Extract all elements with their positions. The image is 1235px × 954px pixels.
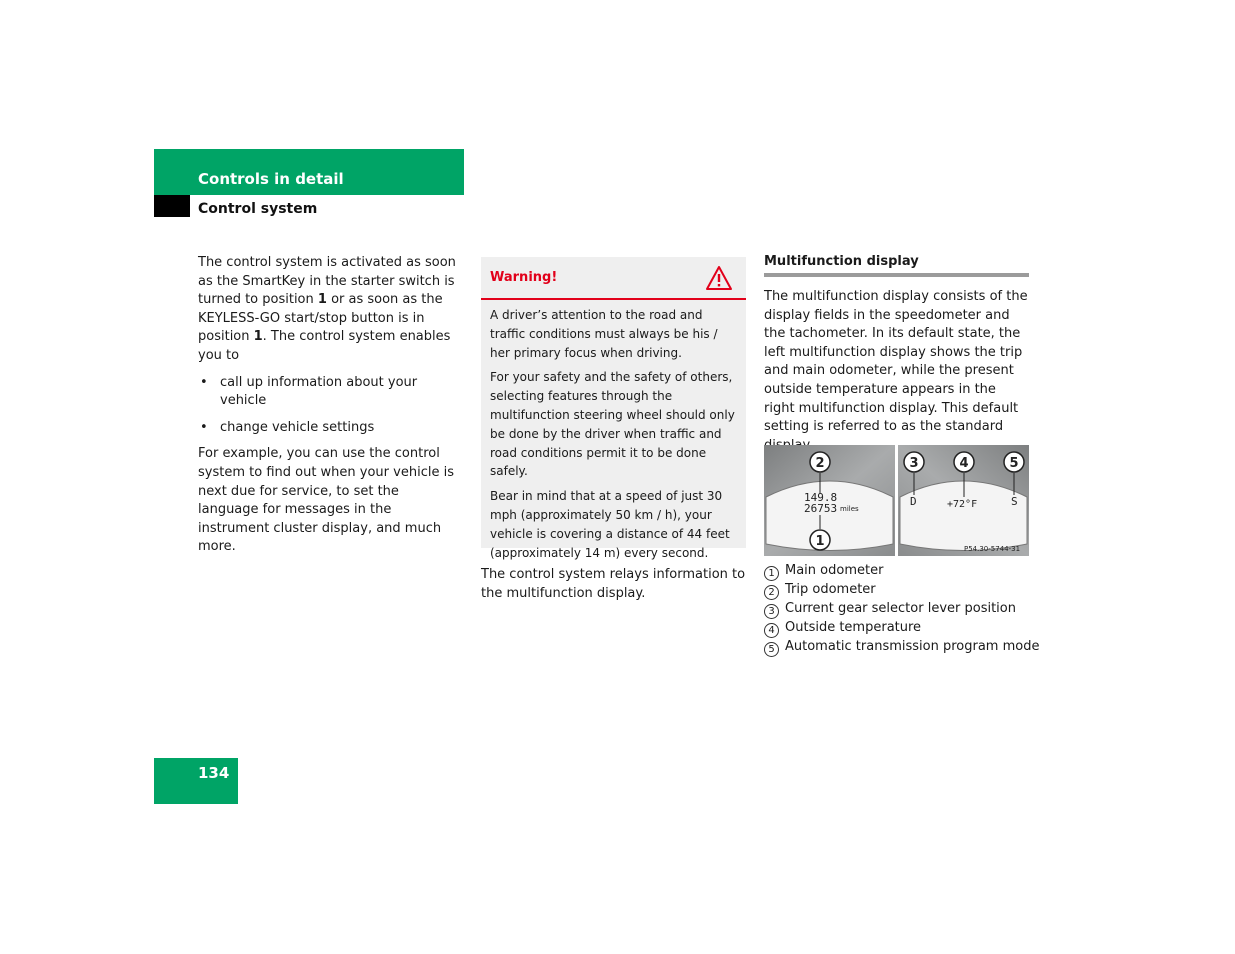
multifunction-paragraph: The multifunction display consists of the display fields in the speedometer and the tachometer. In its default state, the left multifunction display shows the trip and main odometer, while the present outside temperature appears in the right multifunction display. This default setting is referred to as the standard (764, 289, 1028, 435)
legend-label: Outside temperature (785, 620, 922, 635)
list-item: • change vehicle settings (198, 419, 463, 438)
callout-2 (810, 452, 830, 472)
callout-4 (954, 452, 974, 472)
gear-indicator: D (910, 495, 917, 508)
feature-list (198, 374, 463, 438)
callout-3 (904, 452, 924, 472)
figure-code: P54.30-5744-31 (964, 545, 1021, 553)
heading-rule (764, 273, 1029, 277)
warning-triangle-icon (705, 265, 733, 291)
column-middle-text (481, 566, 746, 603)
relay-paragraph: The control system relays information to the multifunction display. (481, 567, 746, 601)
legend-number: 3 (764, 604, 779, 619)
legend-number: 5 (764, 642, 779, 657)
warning-paragraph: Bear in mind that at a speed of just 30 mph (approximately 50 km / h), your vehicle is covering a distance of 44 feet (approximately 14 m) every second. (490, 489, 730, 560)
trip-odometer-value: 149.8 (804, 491, 838, 504)
section-marker (154, 195, 190, 217)
example-paragraph: For example, you can use the control system to find out when your vehicle is next due for service, to set the language for messages in the instrument cluster display, and much more. (198, 446, 454, 555)
callout-5 (1004, 452, 1024, 472)
temperature-value: +72°F (947, 499, 978, 510)
legend-label: Main odometer (785, 563, 884, 578)
legend-item (764, 638, 1044, 657)
legend-number: 4 (764, 623, 779, 638)
legend-item (764, 562, 1044, 581)
section-title: Control system (198, 201, 318, 217)
legend-number: 1 (764, 566, 779, 581)
legend-label: Current gear selector lever position (785, 601, 1016, 616)
warning-paragraph: A driver’s attention to the road and traffic conditions must always be his / her primary focus when driving. (490, 308, 718, 360)
legend-item (764, 600, 1044, 619)
list-item: • call up information about your vehicle (198, 374, 463, 411)
svg-text:1: 1 (815, 534, 825, 549)
position-1-a: 1 (317, 292, 327, 308)
svg-text:3: 3 (909, 456, 919, 471)
intro-paragraph (198, 254, 463, 366)
intro-text-1: The control system is activated as soon as the SmartKey in the starter switch is turned to position (198, 255, 456, 308)
legend-item (764, 581, 1044, 600)
legend-item (764, 619, 1044, 638)
odometer-unit: miles (840, 505, 859, 513)
warning-title: Warning! (490, 270, 558, 285)
svg-text:2: 2 (815, 456, 825, 471)
warning-body (481, 300, 746, 562)
warning-paragraph: For your safety and the safety of others, selecting features through the multifunction steering wheel should only be done by the driver when traffic and road conditions permit it to be done safely. (490, 370, 735, 479)
program-mode-indicator: S (1011, 495, 1018, 508)
figure-legend (764, 562, 1044, 657)
position-1-b: 1 (253, 329, 263, 345)
multifunction-display-heading: Multifunction display (764, 254, 919, 269)
svg-text:5: 5 (1009, 456, 1019, 471)
chapter-title: Controls in detail (198, 170, 344, 188)
column-left (198, 254, 463, 565)
intro-text-2: or as soon as the KEYLESS-GO start/stop button is in position (198, 292, 443, 345)
legend-number: 2 (764, 585, 779, 600)
legend-label: Trip odometer (785, 582, 876, 597)
warning-box (481, 257, 746, 560)
callout-1 (810, 530, 830, 550)
warning-header (481, 257, 746, 300)
page-number: 134 (198, 764, 230, 782)
main-odometer-value: 26753 (804, 502, 838, 515)
svg-text:4: 4 (959, 456, 969, 471)
column-right-text (764, 288, 1029, 455)
intro-text-3: . The control system enables you to (198, 329, 451, 363)
instrument-cluster-figure (764, 445, 1029, 556)
legend-label: Automatic transmission program mode (785, 639, 1040, 654)
